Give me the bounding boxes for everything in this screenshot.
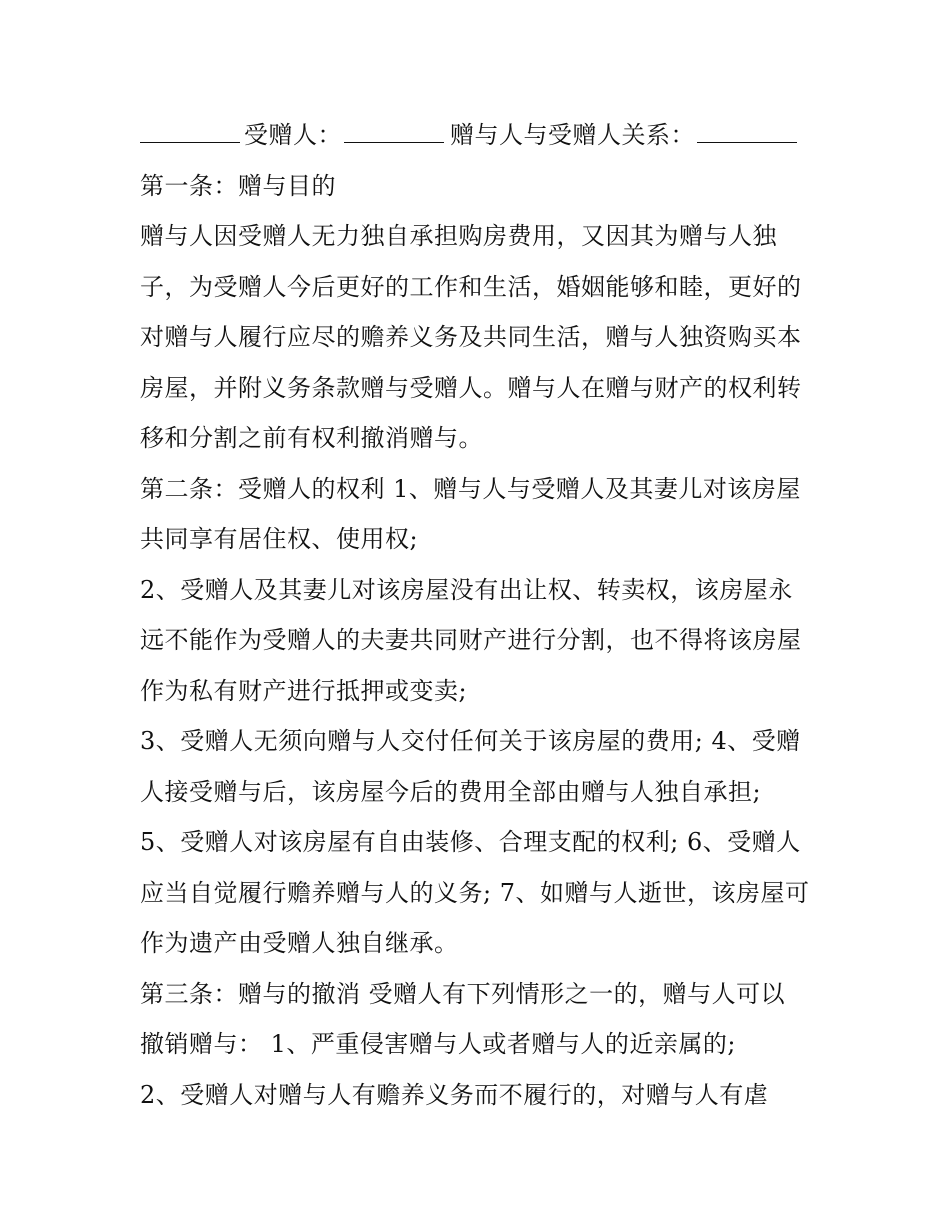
- recipient-blank: [344, 120, 444, 143]
- relation-blank: [697, 120, 797, 143]
- paragraph-line: 撤销赠与： 1、严重侵害赠与人或者赠与人的近亲属的;: [140, 1030, 736, 1058]
- paragraph-line: 作为遗产由受赠人独自继承。: [140, 929, 459, 957]
- paragraph-line: 移和分割之前有权利撤消赠与。: [140, 424, 483, 452]
- paragraph-line: 对赠与人履行应尽的赡养义务及共同生活，赠与人独资购买本: [140, 323, 802, 351]
- recipient-label: 受赠人：: [244, 121, 342, 149]
- paragraph-line: 共同享有居住权、使用权;: [140, 525, 419, 553]
- paragraph-line: 应当自觉履行赡养赠与人的义务; 7、如赠与人逝世，该房屋可: [140, 878, 810, 907]
- paragraph-line: 2、受赠人对赠与人有赡养义务而不履行的，对赠与人有虐: [140, 1080, 769, 1109]
- document-body: [140, 110, 820, 1120]
- paragraph-line: 作为私有财产进行抵押或变卖;: [140, 676, 468, 705]
- paragraph-line: 5、受赠人对该房屋有自由装修、合理支配的权利; 6、受赠人: [140, 828, 801, 856]
- paragraph-line: 房屋，并附义务条款赠与受赠人。赠与人在赠与财产的权利转: [140, 373, 802, 402]
- article-3-heading: 第三条：赠与的撤消 受赠人有下列情形之一的，赠与人可以: [140, 979, 786, 1008]
- paragraph-line: 远不能作为受赠人的夫妻共同财产进行分割，也不得将该房屋: [140, 626, 802, 654]
- header-line: [140, 110, 820, 161]
- donor-blank: [140, 120, 240, 143]
- paragraph-line: 赠与人因受赠人无力独自承担购房费用，又因其为赠与人独: [140, 222, 777, 250]
- relation-label: 赠与人与受赠人关系：: [450, 121, 695, 149]
- paragraph-line: 子，为受赠人今后更好的工作和生活，婚姻能够和睦，更好的: [140, 272, 802, 301]
- paragraph-line: 人接受赠与后，该房屋今后的费用全部由赠与人独自承担;: [140, 777, 762, 806]
- paragraph-line: 3、受赠人无须向赠与人交付任何关于该房屋的费用; 4、受赠: [140, 727, 801, 755]
- paragraph-line: 2、受赠人及其妻儿对该房屋没有出让权、转卖权，该房屋永: [140, 575, 793, 604]
- article-1-heading: 第一条：赠与目的: [140, 171, 336, 200]
- article-2-heading: 第二条：受赠人的权利 1、赠与人与受赠人及其妻儿对该房屋: [140, 474, 801, 503]
